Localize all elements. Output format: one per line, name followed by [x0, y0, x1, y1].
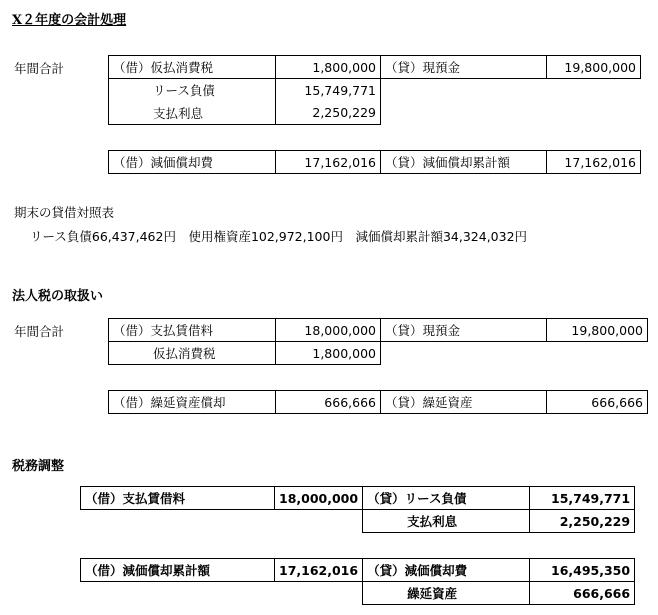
debit-account: 仮払消費税 — [109, 342, 276, 365]
section-title-corporate-tax: 法人税の取扱い — [12, 289, 104, 304]
section-title-tax-adjustment: 税務調整 — [12, 459, 65, 474]
debit-account: 支払利息 — [109, 102, 276, 125]
credit-account: 支払利息 — [363, 510, 530, 533]
journal-entry-tax-adjustment-rent — [80, 486, 635, 533]
credit-amount: 666,666 — [530, 582, 635, 605]
credit-account: 繰延資産 — [363, 582, 530, 605]
debit-account: （借）繰延資産償却 — [109, 391, 276, 414]
credit-account: （貸）繰延資産 — [381, 391, 547, 414]
credit-amount: 2,250,229 — [530, 510, 635, 533]
balance-sheet-title: 期末の貸借対照表 — [14, 205, 115, 220]
row-label-annual-total: 年間合計 — [14, 324, 65, 339]
journal-entry-deferred-asset-amortization — [108, 390, 648, 414]
row-label-annual-total: 年間合計 — [14, 61, 65, 76]
debit-account: （借）支払賃借料 — [109, 319, 276, 342]
debit-amount: 18,000,000 — [276, 319, 381, 342]
debit-amount: 1,800,000 — [276, 342, 381, 365]
debit-amount: 17,162,016 — [275, 559, 363, 582]
debit-account: （借）仮払消費税 — [109, 56, 276, 79]
credit-amount: 19,800,000 — [547, 56, 641, 79]
debit-account: （借）減価償却累計額 — [81, 559, 275, 582]
credit-amount: 15,749,771 — [530, 487, 635, 510]
debit-amount: 18,000,000 — [275, 487, 363, 510]
section-title-accounting: X２年度の会計処理 — [12, 13, 127, 28]
journal-entry-tax-adjustment-depreciation — [80, 558, 635, 605]
credit-account: （貸）減価償却費 — [363, 559, 530, 582]
journal-entry-depreciation — [108, 150, 641, 174]
debit-account: リース負債 — [109, 79, 276, 102]
journal-entry-lease-payment — [108, 55, 641, 125]
balance-sheet-line: リース負債66,437,462円 使用権資産102,972,100円 減価償却累計額34,324,032円 — [30, 229, 528, 244]
credit-amount: 17,162,016 — [547, 151, 641, 174]
credit-account: （貸）減価償却累計額 — [381, 151, 547, 174]
debit-account: （借）減価償却費 — [109, 151, 276, 174]
credit-amount: 16,495,350 — [530, 559, 635, 582]
debit-account: （借）支払賃借料 — [81, 487, 275, 510]
debit-amount: 15,749,771 — [276, 79, 381, 102]
journal-entry-rent-payment — [108, 318, 648, 365]
debit-amount: 1,800,000 — [276, 56, 381, 79]
credit-account: （貸）現預金 — [381, 56, 547, 79]
credit-account: （貸）リース負債 — [363, 487, 530, 510]
credit-account: （貸）現預金 — [381, 319, 547, 342]
debit-amount: 17,162,016 — [276, 151, 381, 174]
debit-amount: 2,250,229 — [276, 102, 381, 125]
credit-amount: 666,666 — [547, 391, 648, 414]
debit-amount: 666,666 — [276, 391, 381, 414]
credit-amount: 19,800,000 — [547, 319, 648, 342]
